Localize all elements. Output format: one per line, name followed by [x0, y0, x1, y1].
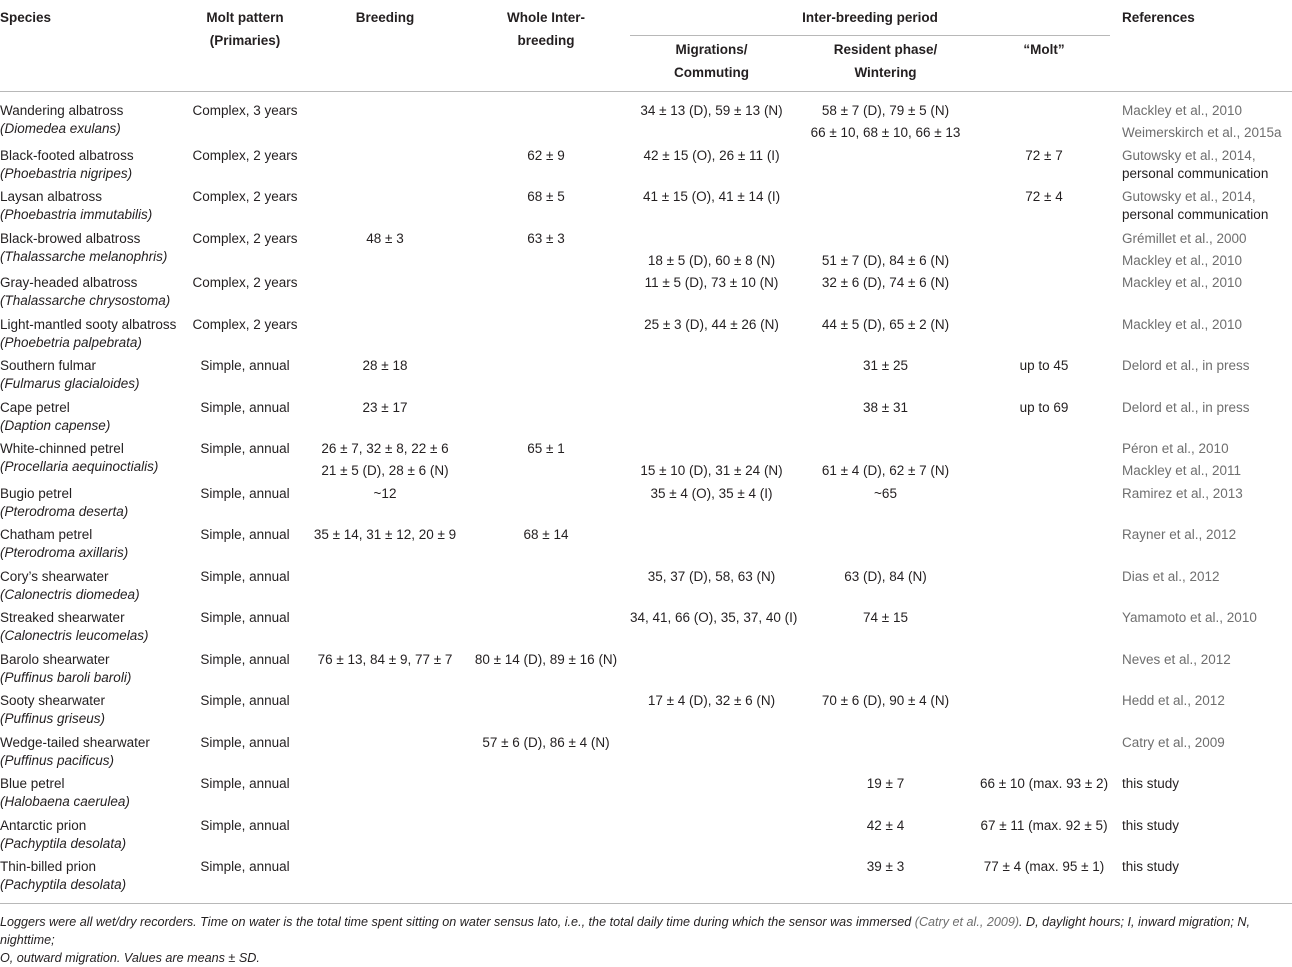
header-breeding: Breeding — [355, 10, 415, 25]
reference-cell: Dias et al., 2012 — [1122, 569, 1220, 584]
reference-cell: Neves et al., 2012 — [1122, 652, 1231, 667]
species-scientific-name: (Pterodroma axillaris) — [0, 545, 129, 560]
res-value-cell: 44 ± 5 (D), 65 ± 2 (N) — [821, 317, 950, 332]
molt-pattern-cell: Complex, 2 years — [192, 231, 298, 246]
species-scientific-name: (Phoebetria palpebrata) — [0, 335, 142, 350]
reference-cell: personal communication — [1122, 207, 1269, 222]
species-scientific-name: (Puffinus baroli baroli) — [0, 670, 132, 685]
species-common-name: Streaked shearwater — [0, 610, 125, 625]
footnote-text-part2: . D, daylight hours; I, inward migration; N, nighttime; — [0, 915, 1251, 947]
species-common-name: Cory’s shearwater — [0, 569, 109, 584]
header-references: References — [1122, 10, 1195, 25]
header-bottom-rule — [0, 91, 1292, 92]
header-molt: “Molt” — [1023, 42, 1065, 57]
molt-pattern-cell: Simple, annual — [200, 693, 290, 708]
res-value-cell: 66 ± 10, 68 ± 10, 66 ± 13 — [810, 125, 961, 140]
reference-cell: Gutowsky et al., 2014, — [1122, 148, 1256, 163]
species-common-name: Southern fulmar — [0, 358, 97, 373]
mig-value-cell: 42 ± 15 (O), 26 ± 11 (I) — [643, 148, 780, 163]
table-bottom-rule — [0, 903, 1292, 904]
molt-pattern-cell: Simple, annual — [200, 358, 290, 373]
mig-value-cell: 35, 37 (D), 58, 63 (N) — [647, 569, 776, 584]
species-common-name: Bugio petrel — [0, 486, 73, 501]
res-value-cell: 63 (D), 84 (N) — [844, 569, 927, 584]
reference-cell: Hedd et al., 2012 — [1122, 693, 1225, 708]
header-group-rule — [630, 35, 1110, 36]
whole-value-cell: 68 ± 14 — [523, 527, 569, 542]
species-scientific-name: (Thalassarche melanophris) — [0, 249, 168, 264]
header-resident-phase — [793, 38, 978, 84]
header-molt-pattern — [175, 6, 315, 52]
species-scientific-name: (Pachyptila desolata) — [0, 877, 127, 892]
species-scientific-name: (Phoebastria immutabilis) — [0, 207, 153, 222]
mig-value-cell: 25 ± 3 (D), 44 ± 26 (N) — [644, 317, 779, 332]
species-common-name: Barolo shearwater — [0, 652, 110, 667]
species-common-name: Black-browed albatross — [0, 231, 141, 246]
reference-cell: Delord et al., in press — [1122, 400, 1250, 415]
mig-value-cell: 41 ± 15 (O), 41 ± 14 (I) — [642, 189, 781, 204]
breeding-value-cell: 35 ± 14, 31 ± 12, 20 ± 9 — [313, 527, 457, 542]
species-scientific-name: (Puffinus pacificus) — [0, 753, 115, 768]
molt-pattern-cell: Simple, annual — [200, 735, 290, 750]
reference-cell: Mackley et al., 2010 — [1122, 103, 1243, 118]
res-value-cell: 31 ± 25 — [863, 358, 908, 373]
molt-pattern-cell: Simple, annual — [200, 818, 290, 833]
molt-pattern-cell: Complex, 2 years — [192, 317, 298, 332]
species-common-name: Wandering albatross — [0, 103, 124, 118]
species-scientific-name: (Phoebastria nigripes) — [0, 166, 133, 181]
species-common-name: Black-footed albatross — [0, 148, 134, 163]
breeding-value-cell: 28 ± 18 — [362, 358, 408, 373]
mig-value-cell: 35 ± 4 (O), 35 ± 4 (I) — [650, 486, 773, 501]
mig-value-cell: 18 ± 5 (D), 60 ± 8 (N) — [647, 253, 776, 268]
molt-pattern-cell: Simple, annual — [200, 776, 290, 791]
breeding-value-cell: 48 ± 3 — [366, 231, 404, 246]
molt-pattern-cell: Simple, annual — [200, 610, 290, 625]
header-mig-line1: Migrations/ — [675, 42, 748, 57]
species-scientific-name: (Halobaena caerulea) — [0, 794, 130, 809]
species-common-name: Light-mantled sooty albatross — [0, 317, 177, 332]
header-res-line2: Wintering — [854, 65, 917, 80]
species-common-name: Blue petrel — [0, 776, 65, 791]
reference-cell: Grémillet et al., 2000 — [1122, 231, 1247, 246]
mig-value-cell: 15 ± 10 (D), 31 ± 24 (N) — [640, 463, 783, 478]
res-value-cell: ~65 — [874, 486, 897, 501]
species-scientific-name: (Diomedea exulans) — [0, 121, 121, 136]
header-molt-line1: Molt pattern — [206, 10, 284, 25]
molt-pattern-cell: Simple, annual — [200, 859, 290, 874]
molt-pattern-cell: Complex, 2 years — [192, 275, 298, 290]
footnote-text-part1: Loggers were all wet/dry recorders. Time on water is the total time spent sitting on water sensus lato, i.e., the total daily time during which the sensor was immersed — [0, 915, 915, 929]
species-common-name: Sooty shearwater — [0, 693, 106, 708]
reference-cell: personal communication — [1122, 166, 1269, 181]
breeding-value-cell: 23 ± 17 — [362, 400, 408, 415]
molt-pattern-cell: Simple, annual — [200, 486, 290, 501]
species-scientific-name: (Pachyptila desolata) — [0, 836, 127, 851]
res-value-cell: 70 ± 6 (D), 90 ± 4 (N) — [821, 693, 950, 708]
header-mig-line2: Commuting — [674, 65, 749, 80]
mig-value-cell: 34 ± 13 (D), 59 ± 13 (N) — [640, 103, 783, 118]
header-inter-breeding-period: Inter-breeding period — [802, 10, 938, 25]
header-whole-line2: breeding — [517, 33, 575, 48]
header-whole-inter-breeding — [466, 6, 626, 52]
molt-pattern-cell: Simple, annual — [200, 441, 290, 456]
species-scientific-name: (Procellaria aequinoctialis) — [0, 459, 159, 474]
molt-pattern-cell: Simple, annual — [200, 652, 290, 667]
reference-cell: Weimerskirch et al., 2015a — [1122, 125, 1282, 140]
species-scientific-name: (Daption capense) — [0, 418, 111, 433]
header-species: Species — [0, 10, 52, 25]
header-whole-line1: Whole Inter- — [507, 10, 585, 25]
molt-pattern-cell: Simple, annual — [200, 569, 290, 584]
molt-pattern-cell: Complex, 3 years — [192, 103, 298, 118]
molt-pattern-cell: Simple, annual — [200, 527, 290, 542]
whole-value-cell: 63 ± 3 — [527, 231, 565, 246]
molt-pattern-cell: Simple, annual — [200, 400, 290, 415]
reference-cell: this study — [1122, 776, 1180, 791]
reference-cell: this study — [1122, 818, 1180, 833]
res-value-cell: 39 ± 3 — [866, 859, 905, 874]
species-common-name: Laysan albatross — [0, 189, 103, 204]
species-common-name: Antarctic prion — [0, 818, 87, 833]
species-common-name: Wedge-tailed shearwater — [0, 735, 150, 750]
breeding-value-cell: 26 ± 7, 32 ± 8, 22 ± 6 — [321, 441, 449, 456]
mig-value-cell: 34, 41, 66 (O), 35, 37, 40 (I) — [630, 610, 798, 625]
reference-cell: Mackley et al., 2010 — [1122, 275, 1243, 290]
res-value-cell: 42 ± 4 — [866, 818, 905, 833]
molt-pattern-cell: Complex, 2 years — [192, 148, 298, 163]
whole-value-cell: 62 ± 9 — [527, 148, 565, 163]
moltv-value-cell: 66 ± 10 (max. 93 ± 2) — [979, 776, 1109, 791]
breeding-value-cell: ~12 — [373, 486, 397, 501]
moltv-value-cell: up to 69 — [1019, 400, 1069, 415]
moltv-value-cell: 72 ± 4 — [1025, 189, 1063, 204]
res-value-cell: 61 ± 4 (D), 62 ± 7 (N) — [821, 463, 950, 478]
res-value-cell: 74 ± 15 — [863, 610, 908, 625]
species-scientific-name: (Calonectris diomedea) — [0, 587, 140, 602]
res-value-cell: 58 ± 7 (D), 79 ± 5 (N) — [821, 103, 950, 118]
mig-value-cell: 11 ± 5 (D), 73 ± 10 (N) — [644, 275, 779, 290]
footnote-citation: (Catry et al., 2009) — [914, 915, 1020, 929]
reference-cell: Rayner et al., 2012 — [1122, 527, 1237, 542]
res-value-cell: 38 ± 31 — [863, 400, 908, 415]
species-common-name: Thin-billed prion — [0, 859, 97, 874]
species-common-name: Gray-headed albatross — [0, 275, 138, 290]
breeding-value-cell: 76 ± 13, 84 ± 9, 77 ± 7 — [317, 652, 453, 667]
species-common-name: White-chinned petrel — [0, 441, 124, 456]
reference-cell: Catry et al., 2009 — [1122, 735, 1225, 750]
moltv-value-cell: 67 ± 11 (max. 92 ± 5) — [980, 818, 1108, 833]
molt-pattern-cell: Complex, 2 years — [192, 189, 298, 204]
footnote-line2: O, outward migration. Values are means ± SD. — [0, 951, 260, 965]
res-value-cell: 51 ± 7 (D), 84 ± 6 (N) — [821, 253, 950, 268]
species-scientific-name: (Puffinus griseus) — [0, 711, 106, 726]
res-value-cell: 32 ± 6 (D), 74 ± 6 (N) — [821, 275, 950, 290]
species-scientific-name: (Pterodroma deserta) — [0, 504, 129, 519]
species-scientific-name: (Fulmarus glacialoides) — [0, 376, 140, 391]
species-scientific-name: (Calonectris leucomelas) — [0, 628, 149, 643]
breeding-value-cell: 21 ± 5 (D), 28 ± 6 (N) — [321, 463, 449, 478]
header-molt-line2: (Primaries) — [209, 33, 281, 48]
whole-value-cell: 57 ± 6 (D), 86 ± 4 (N) — [482, 735, 610, 750]
reference-cell: Ramirez et al., 2013 — [1122, 486, 1243, 501]
table-footnote — [0, 913, 1292, 967]
reference-cell: this study — [1122, 859, 1180, 874]
moltv-value-cell: 72 ± 7 — [1025, 148, 1063, 163]
reference-cell: Yamamoto et al., 2010 — [1122, 610, 1257, 625]
whole-value-cell: 65 ± 1 — [527, 441, 565, 456]
species-scientific-name: (Thalassarche chrysostoma) — [0, 293, 171, 308]
moltv-value-cell: 77 ± 4 (max. 95 ± 1) — [983, 859, 1105, 874]
species-common-name: Chatham petrel — [0, 527, 93, 542]
footnote-line1 — [0, 913, 1292, 949]
reference-cell: Mackley et al., 2010 — [1122, 253, 1243, 268]
species-common-name: Cape petrel — [0, 400, 70, 415]
moltv-value-cell: up to 45 — [1019, 358, 1069, 373]
reference-cell: Delord et al., in press — [1122, 358, 1250, 373]
reference-cell: Péron et al., 2010 — [1122, 441, 1229, 456]
header-res-line1: Resident phase/ — [833, 42, 938, 57]
reference-cell: Mackley et al., 2010 — [1122, 317, 1243, 332]
res-value-cell: 19 ± 7 — [866, 776, 905, 791]
reference-cell: Mackley et al., 2011 — [1122, 463, 1242, 478]
header-migrations — [630, 38, 793, 84]
mig-value-cell: 17 ± 4 (D), 32 ± 6 (N) — [647, 693, 776, 708]
reference-cell: Gutowsky et al., 2014, — [1122, 189, 1256, 204]
whole-value-cell: 80 ± 14 (D), 89 ± 16 (N) — [474, 652, 618, 667]
whole-value-cell: 68 ± 5 — [527, 189, 565, 204]
